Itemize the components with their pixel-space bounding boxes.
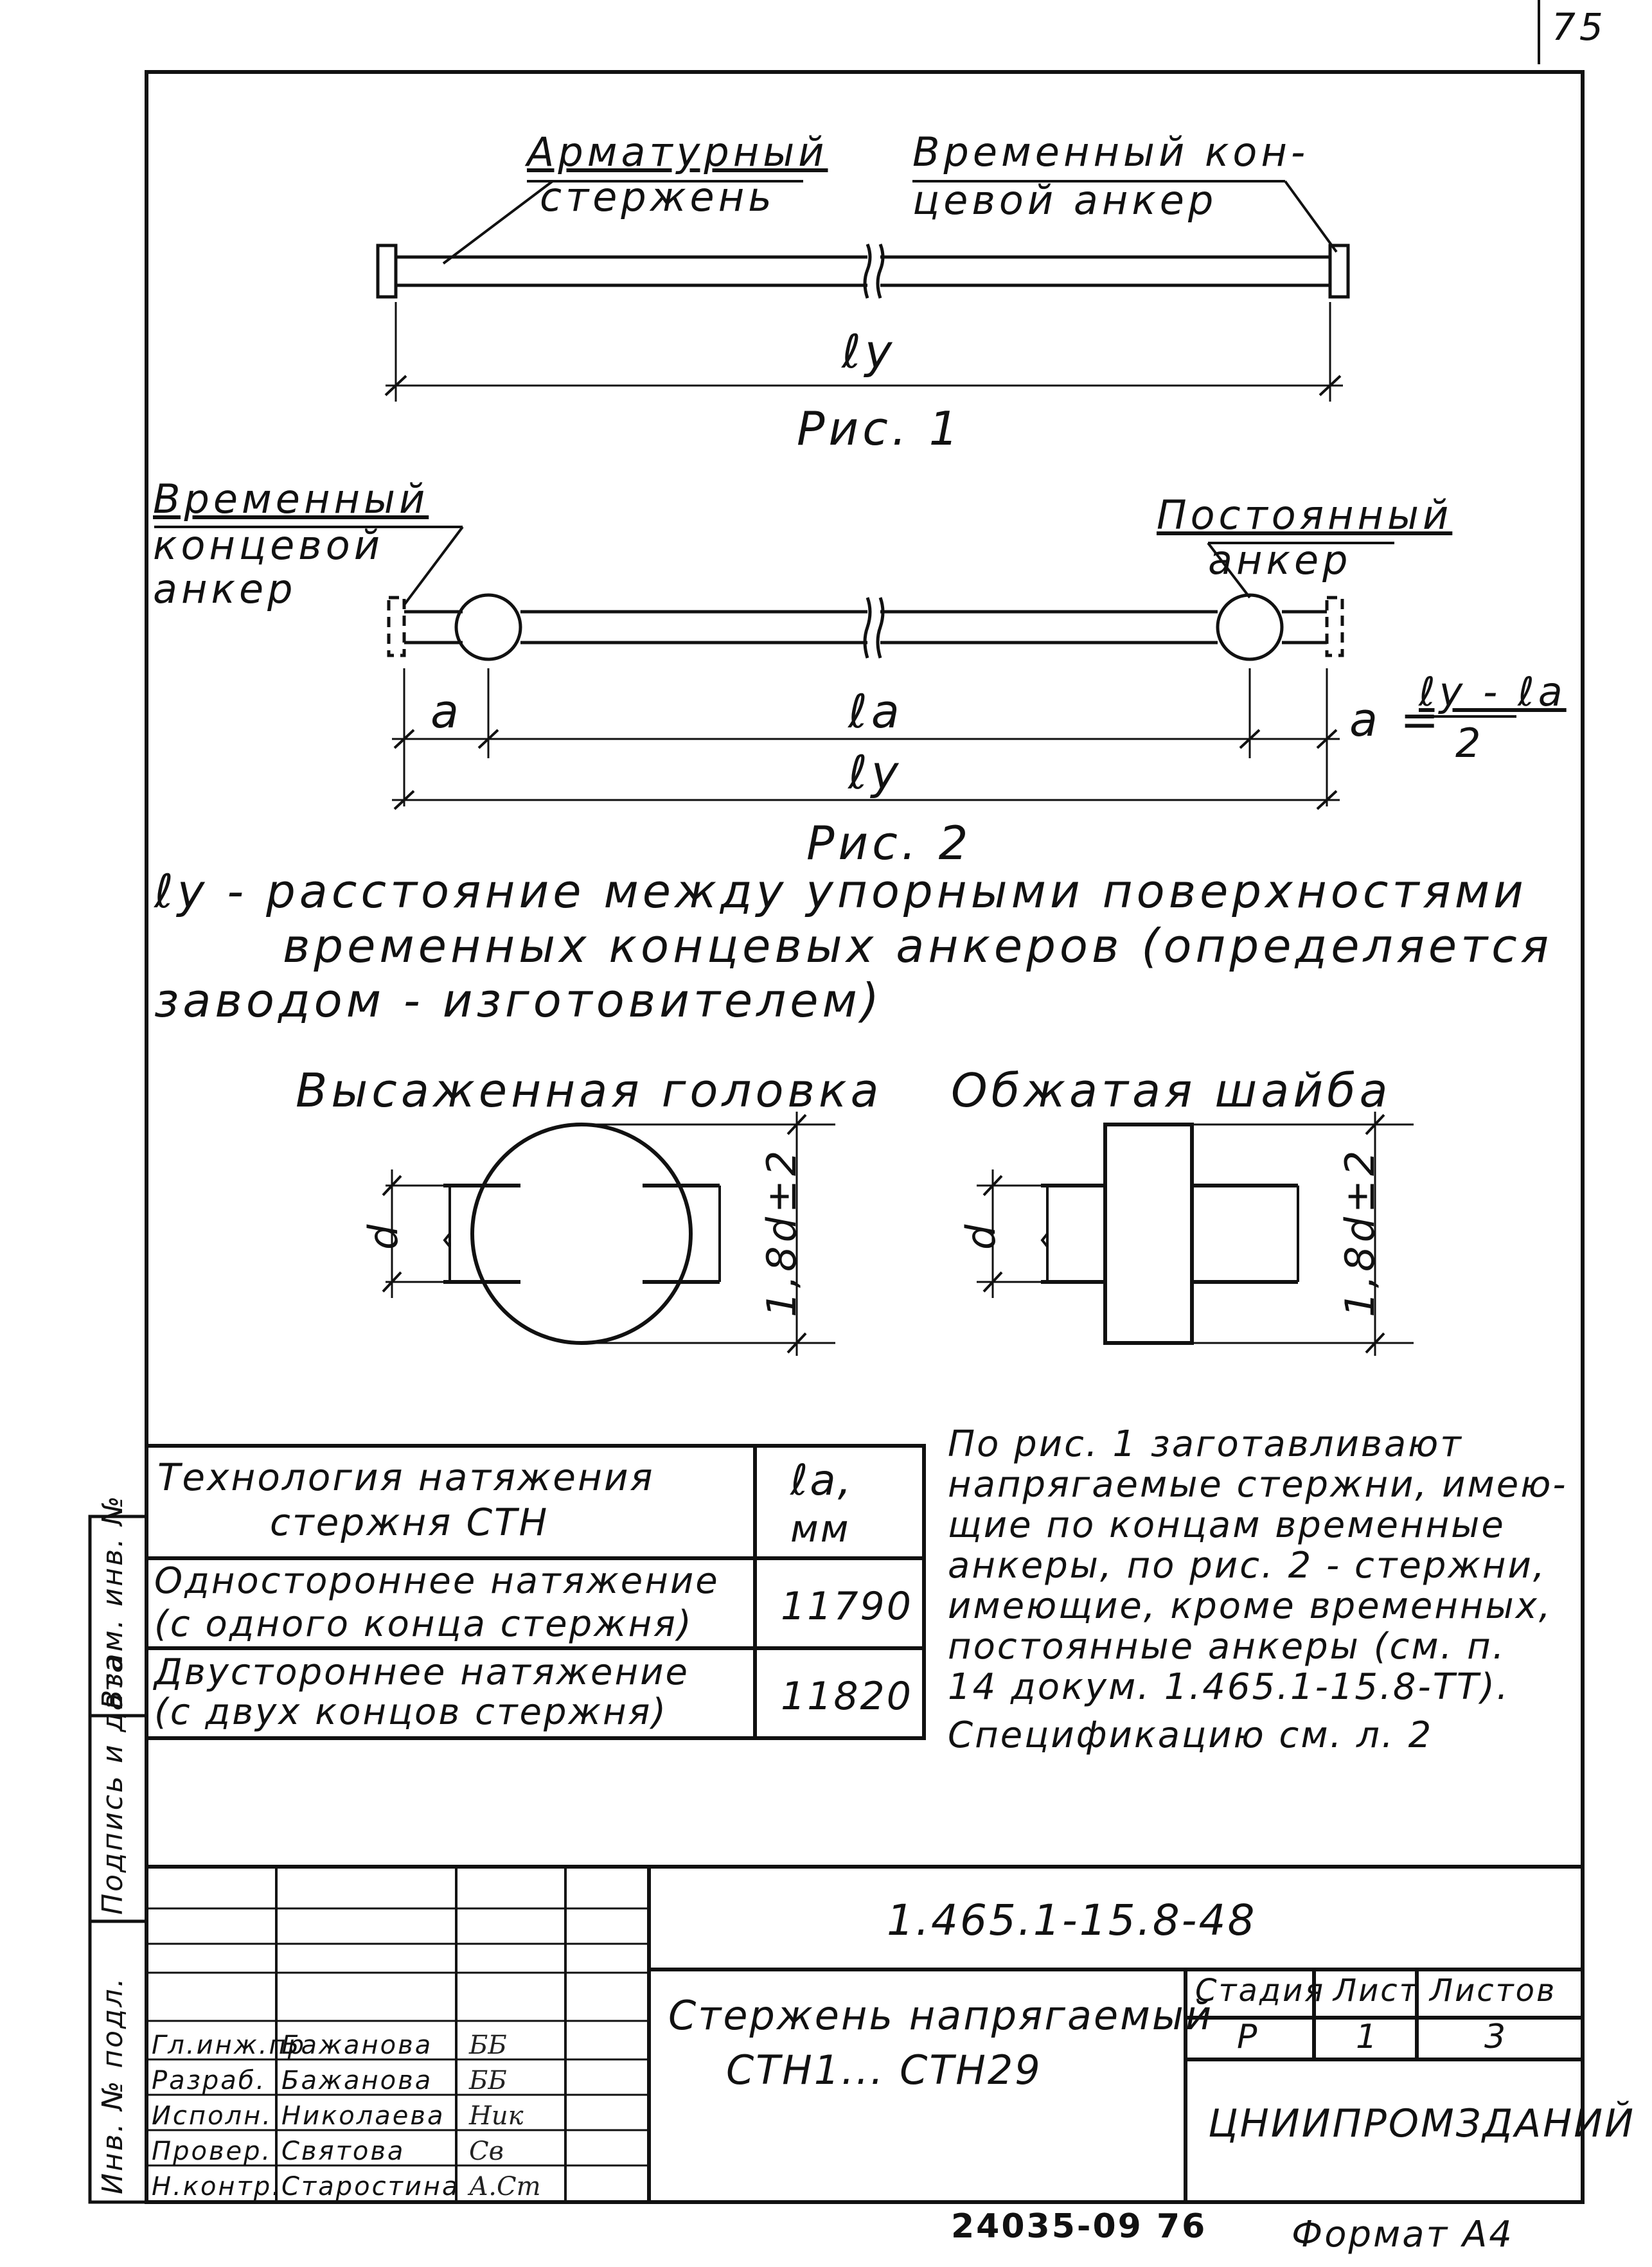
drawing-name-line1: Стержень напрягаемый (668, 1992, 1214, 2039)
table-row2-line2: (с двух концов стержня) (154, 1691, 668, 1733)
drawing-name-line2: СТН1... СТН29 (726, 2047, 1042, 2094)
table-unit-header-line2: мм (790, 1507, 851, 1551)
side-stamp-sign: Подпись и дата (96, 1653, 129, 1915)
note-line4: анкеры, по рис. 2 - стержни, (948, 1545, 1547, 1587)
table-header-line1: Технология натяжения (157, 1455, 655, 1499)
fig2-label-temp-line3: анкер (153, 565, 297, 612)
table-unit-header-line1: ℓa, (790, 1455, 853, 1505)
table-row1-line2: (с одного конца стержня) (154, 1603, 693, 1645)
fig1-label-anchor-line2: цевой анкер (912, 177, 1218, 224)
note-line8: Спецификацию см. л. 2 (948, 1714, 1434, 1756)
note-line2: напрягаемые стержни, имею- (948, 1464, 1568, 1506)
table-row2-value: 11820 (781, 1674, 913, 1719)
role-4: Провер. (152, 2137, 272, 2166)
fig1-dim-ly: ℓy (842, 324, 896, 378)
detail-head-dim-d: d (360, 1220, 407, 1250)
note-line1: По рис. 1 заготавливают (948, 1423, 1463, 1465)
fig1-label-rod-line1: Арматурный (527, 129, 828, 175)
signature-2: ББ (469, 2066, 507, 2095)
fig2-label-temp-line1: Временный (153, 476, 429, 522)
role-5: Н.контр. (152, 2172, 282, 2201)
frame-border (147, 72, 1583, 2202)
definition-line2: временных концевых анкеров (определяется (283, 919, 1553, 973)
note-line7: 14 докум. 1.465.1-15.8-ТТ). (948, 1666, 1510, 1708)
signature-4: Св (469, 2137, 504, 2166)
note-line5: имеющие, кроме временных, (948, 1585, 1552, 1627)
sheet-label: Лист (1333, 1973, 1419, 2009)
signature-1: ББ (469, 2031, 507, 2060)
paper-format: Формат А4 (1292, 2214, 1514, 2255)
role-2: Разраб. (152, 2066, 267, 2095)
detail-washer-dim-d: d (957, 1220, 1004, 1250)
fig1-caption: Рис. 1 (797, 402, 963, 456)
fig2-dim-la: ℓa (848, 684, 903, 738)
sheets-value: 3 (1484, 2018, 1508, 2056)
fig1-label-rod-line2: стержень (540, 173, 776, 220)
fig2-dim-ly: ℓy (848, 745, 903, 799)
table-header-line2: стержня СТН (270, 1500, 549, 1544)
table-row2-line1: Двустороннее натяжение (154, 1651, 689, 1693)
stage-value: Р (1237, 2018, 1259, 2056)
stage-label: Стадия (1195, 1973, 1326, 2009)
signature-3: Ник (469, 2101, 524, 2131)
name-5: Старостина (281, 2172, 460, 2201)
note-line6: постоянные анкеры (см. п. (948, 1626, 1506, 1667)
signature-5: А.Ст (469, 2172, 541, 2201)
role-3: Исполн. (152, 2101, 272, 2131)
fig2-formula-lhs: a = (1349, 693, 1443, 747)
table-row1-value: 11790 (781, 1584, 913, 1629)
name-1: Бажанова (281, 2031, 433, 2060)
detail-washer-dim-18d: 1,8d±2 (1337, 1146, 1383, 1317)
fig2-caption: Рис. 2 (806, 816, 972, 870)
fig1-label-anchor-line1: Временный кон- (912, 129, 1310, 175)
fig2-label-temp-line2: концевой (153, 522, 384, 569)
doc-code: 1.465.1-15.8-48 (887, 1896, 1257, 1945)
table-row1-line1: Одностороннее натяжение (154, 1560, 720, 1602)
definition-line3: заводом - изготовителем) (154, 973, 883, 1027)
side-stamp-replace: Взам. инв. № (96, 1494, 129, 1709)
fig2-dim-a: a (431, 684, 463, 738)
detail-head-dim-18d: 1,8d±2 (758, 1146, 805, 1317)
fig2-label-perm-line2: анкер (1208, 537, 1352, 583)
detail-washer-title: Обжатая шайба (951, 1063, 1392, 1117)
sheet-value: 1 (1356, 2018, 1380, 2056)
archive-number: 24035-09 76 (951, 2207, 1207, 2246)
organization: ЦНИИПРОМЗДАНИЙ (1208, 2101, 1636, 2146)
name-3: Николаева (281, 2101, 445, 2131)
side-stamp-inv: Инв. № подл. (96, 1976, 129, 2194)
sheets-label: Листов (1430, 1973, 1557, 2009)
role-1: Гл.инж.пр (152, 2031, 306, 2060)
name-2: Бажанова (281, 2066, 433, 2095)
fig2-label-perm-line1: Постоянный (1157, 492, 1453, 538)
detail-head-title: Высаженная головка (296, 1063, 883, 1117)
name-4: Святова (281, 2137, 405, 2166)
page-number: 75 (1552, 5, 1607, 49)
note-line3: щие по концам временные (948, 1504, 1505, 1546)
fig2-formula-num: ℓy - ℓa (1419, 668, 1567, 715)
fig2-formula-den: 2 (1455, 720, 1485, 767)
definition-line1: ℓy - расстояние между упорными поверхностями (154, 864, 1527, 918)
